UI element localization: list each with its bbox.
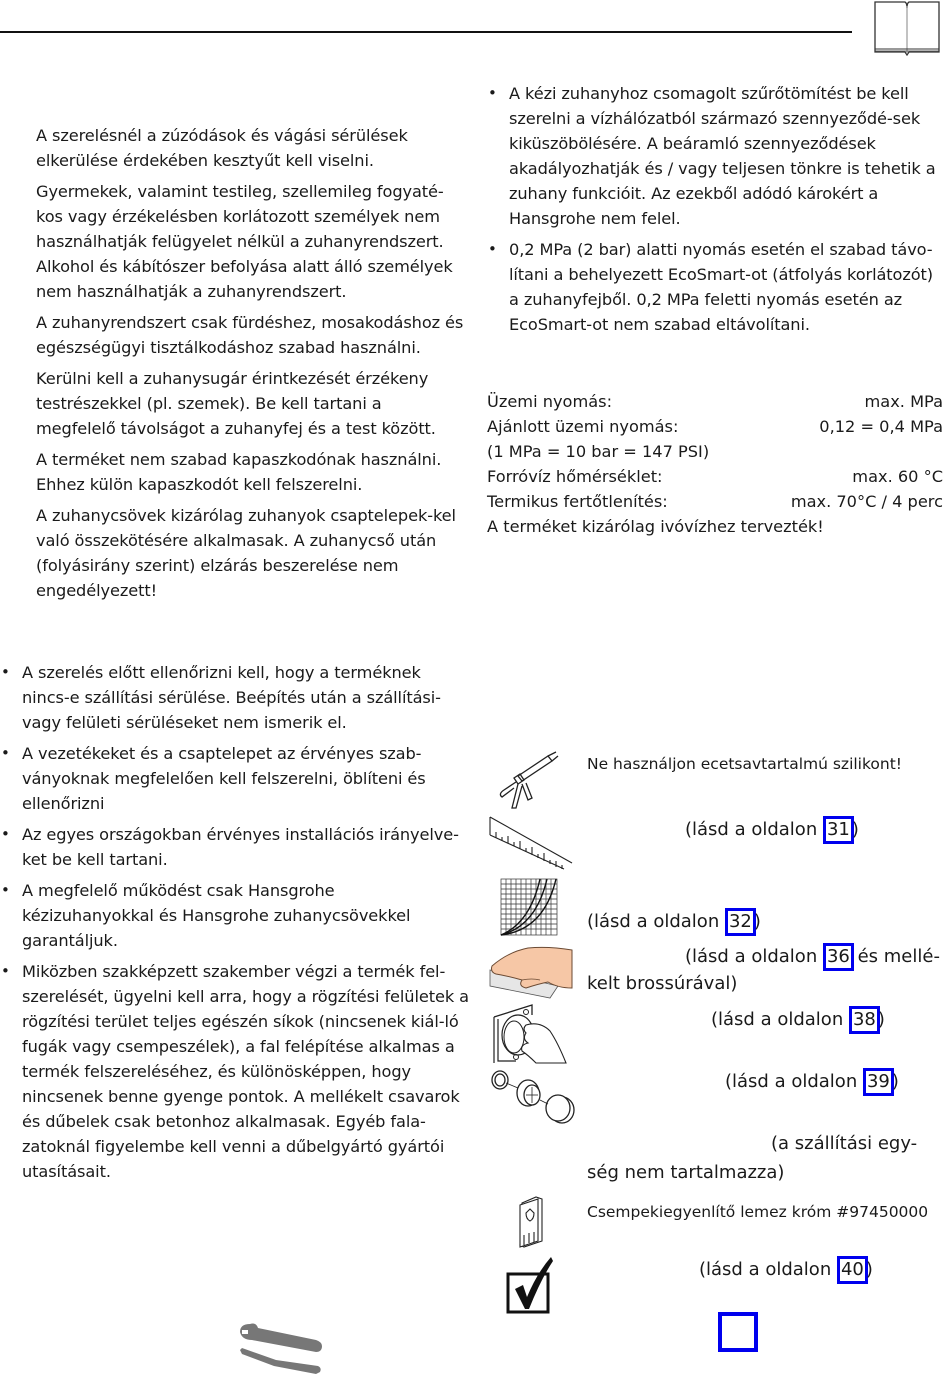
page-link-36[interactable]: 36 bbox=[823, 943, 854, 971]
safety-paragraph: Kerülni kell a zuhanysugár érintkezését érzékeny testrészekkel (pl. szemek). Be kell tartani a megfelelő távolságot a zuhanyfej és a test között. bbox=[36, 369, 436, 438]
spec-value: max. 70°C / 4 perc bbox=[790, 492, 943, 511]
cleaning-reference-line2: kelt brossúrával) bbox=[587, 973, 738, 994]
spec-row-hot-water-temp bbox=[487, 464, 943, 489]
page-link-32[interactable]: 32 bbox=[725, 908, 756, 936]
safety-paragraph: A terméket nem szabad kapaszkodónak használni. Ehhez külön kapaszkodót kell felszerelni. bbox=[36, 450, 442, 494]
safety-paragraph: A szerelésnél a zúzódások és vágási sérülések elkerülése érdekében kesztyűt kell viselni. bbox=[36, 126, 408, 170]
checkbox-check-icon bbox=[505, 1255, 555, 1315]
header-rule bbox=[0, 31, 852, 33]
reference-suffix: ) bbox=[877, 1009, 885, 1030]
tile-plate-icon bbox=[516, 1195, 546, 1249]
spec-row-recommended-pressure bbox=[487, 414, 943, 439]
wrench-screwdriver-icon bbox=[238, 1318, 324, 1376]
spec-value: max. 60 °C bbox=[852, 467, 943, 486]
not-included-line2: ség nem tartalmazza) bbox=[587, 1162, 785, 1183]
spec-value: 0,12 = 0,4 MPa bbox=[819, 417, 943, 436]
reference-suffix: ) bbox=[865, 1259, 873, 1280]
spec-label: Üzemi nyomás: bbox=[487, 392, 613, 411]
installation-item: • A megfelelő működést csak Hansgrohe kézizuhanyokkal és Hansgrohe zuhanycsövekkel garantáljuk. bbox=[0, 878, 470, 953]
hand-valve-icon bbox=[492, 1003, 567, 1065]
page-link-39[interactable]: 39 bbox=[863, 1068, 894, 1096]
reference-suffix: ) bbox=[753, 911, 761, 932]
spec-row-conversion bbox=[487, 439, 943, 464]
ruler-icon bbox=[488, 815, 573, 870]
service-reference bbox=[711, 1006, 885, 1034]
filter-notes-section bbox=[487, 81, 947, 343]
filter-note-item: • A kézi zuhanyhoz csomagolt szűrőtömítést be kell szerelni a vízhálózatból származó szennyeződé-sek kiküszöbölésére. A beáramló szennyeződések akadályozhatják és / vagy teljesen tönkre is tehetik a zuhany funkcióit. Az ezekből adódó károkért a Hansgrohe nem felel. bbox=[487, 81, 947, 231]
reference-suffix: és mellé- bbox=[851, 946, 940, 967]
silicone-gun-icon bbox=[490, 750, 560, 812]
reference-prefix: (lásd a oldalon bbox=[587, 911, 725, 932]
cleaning-reference bbox=[685, 943, 940, 971]
spare-parts-reference bbox=[725, 1068, 899, 1096]
page-link-38[interactable]: 38 bbox=[849, 1006, 880, 1034]
safety-paragraph: A zuhanycsövek kizárólag zuhanyok csaptelepek-kel való összekötésére alkalmasak. A zuhanycső után (folyásirány szerint) elzárás beszerelése nem engedélyezett! bbox=[36, 506, 456, 600]
reference-prefix: (lásd a oldalon bbox=[711, 1009, 849, 1030]
reference-prefix: (lásd a oldalon bbox=[699, 1259, 837, 1280]
spec-label: (1 MPa = 10 bar = 147 PSI) bbox=[487, 442, 710, 461]
filter-note-item: • 0,2 MPa (2 bar) alatti nyomás esetén el szabad távo-lítani a behelyezett EcoSmart-ot (átfolyás korlátozót) a zuhanyfejből. 0,2 MPa feletti nyomás esetén az EcoSmart-ot nem szabad eltávolítani. bbox=[487, 237, 947, 337]
page-link-31[interactable]: 31 bbox=[823, 816, 854, 844]
installation-section bbox=[0, 660, 470, 1190]
hand-cleaning-icon bbox=[488, 942, 573, 1000]
technical-specs bbox=[487, 389, 943, 539]
spec-footer: A terméket kizárólag ivóvízhez tervezték! bbox=[487, 517, 824, 536]
page-link-40[interactable]: 40 bbox=[837, 1256, 868, 1284]
installation-item: • A vezetékeket és a csaptelepet az érvényes szab-ványoknak megfelelően kell felszerelni, öblíteni és ellenőrizni bbox=[0, 741, 470, 816]
flow-diagram-reference bbox=[587, 908, 761, 936]
test-reference bbox=[699, 1256, 873, 1284]
safety-section bbox=[36, 123, 466, 609]
spec-label: Ajánlott üzemi nyomás: bbox=[487, 417, 679, 436]
open-book-icon bbox=[873, 0, 941, 56]
spec-label: Forróvíz hőmérséklet: bbox=[487, 467, 663, 486]
safety-paragraph: A zuhanyrendszert csak fürdéshez, mosakodáshoz és egészségügyi tisztálkodáshoz szabad használni. bbox=[36, 313, 464, 357]
reference-prefix: (lásd a oldalon bbox=[725, 1071, 863, 1092]
spec-row-thermal-disinfection bbox=[487, 489, 943, 514]
flow-chart-icon bbox=[500, 878, 558, 936]
silicone-warning: Ne használjon ecetsavtartalmú szilikont! bbox=[587, 755, 903, 773]
safety-paragraph: Gyermekek, valamint testileg, szellemileg fogyaté-kos vagy érzékelésben korlátozott személyek nem használhatják felügyelet nélkül a zuhanyrendszert. Alkohol és kábítószer befolyása alatt álló személyek nem használhatják a zuhanyrendszert. bbox=[36, 182, 453, 301]
spec-label: Termikus fertőtlenítés: bbox=[487, 492, 668, 511]
dimensions-reference bbox=[685, 816, 859, 844]
spec-row-operating-pressure bbox=[487, 389, 943, 414]
reference-prefix: (lásd a oldalon bbox=[685, 819, 823, 840]
reference-suffix: ) bbox=[891, 1071, 899, 1092]
filter-parts-icon bbox=[488, 1068, 576, 1124]
spec-value: max. MPa bbox=[864, 392, 943, 411]
reference-suffix: ) bbox=[851, 819, 859, 840]
empty-highlight-box[interactable] bbox=[718, 1312, 758, 1352]
installation-item: • A szerelés előtt ellenőrizni kell, hogy a terméknek nincs-e szállítási sérülése. Beépítés után a szállítási- vagy felületi sérüléseket nem ismerik el. bbox=[0, 660, 470, 735]
not-included-line1: (a szállítási egy- bbox=[771, 1133, 918, 1154]
tile-plate-label: Csempekiegyenlítő lemez króm #97450000 bbox=[587, 1203, 929, 1221]
installation-item: • Miközben szakképzett szakember végzi a termék fel-szerelését, ügyelni kell arra, hogy a rögzítési felületek a rögzítési terület teljes egészén síkok (nincsenek kiál-ló fugák vagy csempeszélek), a fal felépítése alkalmas a termék felszereléséhez, és különösképpen, hogy nincsenek benne gyenge pontok. A mellékelt csavarok és dűbelek csak betonhoz alkalmasak. Egyéb fala-zatoknál figyelembe kell venni a dűbelgyártó gyártói utasításait. bbox=[0, 959, 470, 1184]
installation-item: • Az egyes országokban érvényes installációs irányelve-ket be kell tartani. bbox=[0, 822, 470, 872]
reference-prefix: (lásd a oldalon bbox=[685, 946, 823, 967]
